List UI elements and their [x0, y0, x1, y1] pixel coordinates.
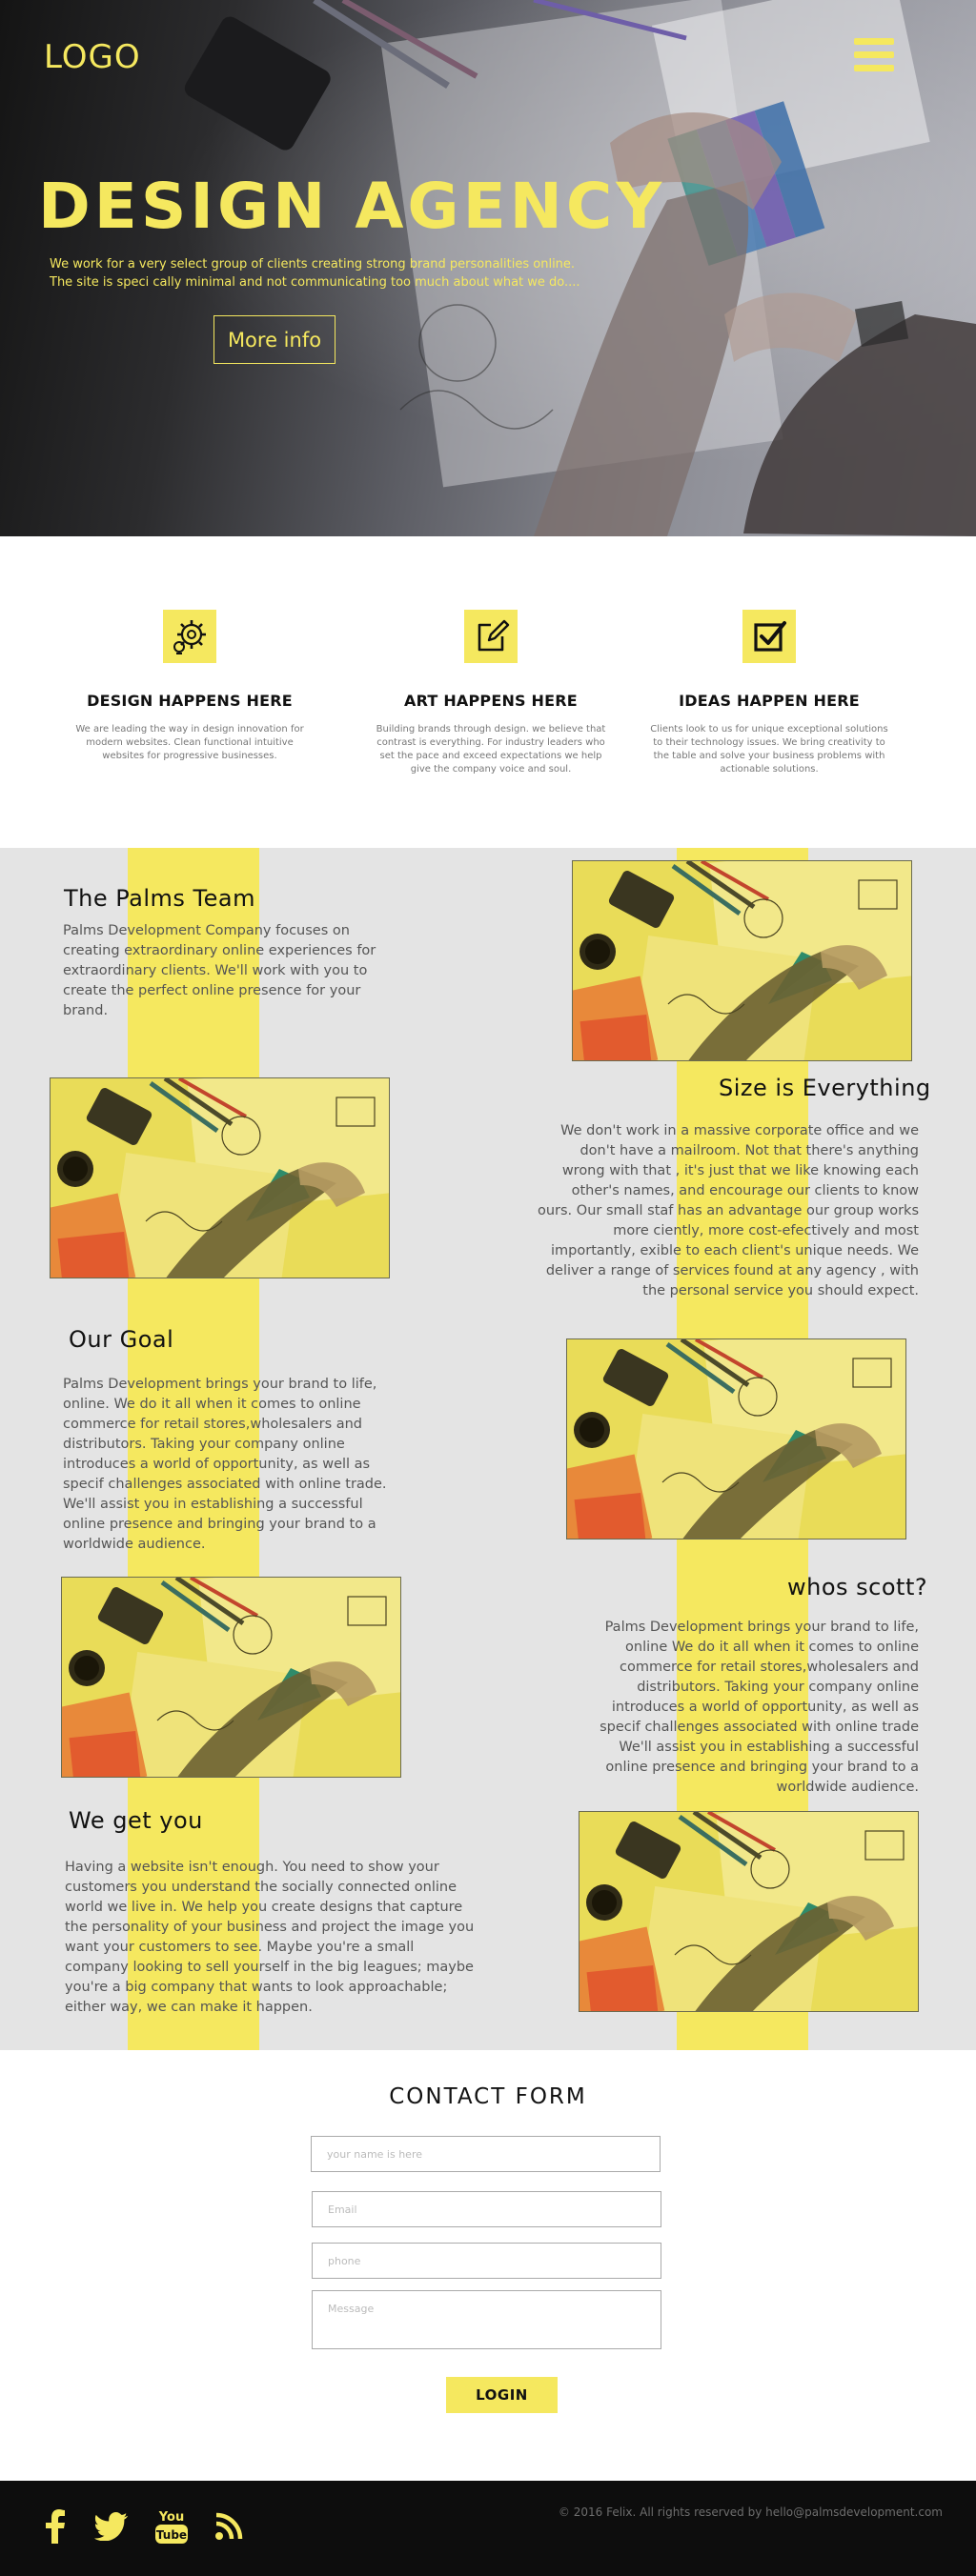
- section-title: Our Goal: [69, 1326, 174, 1353]
- section-text: Palms Development Company focuses on creating extraordinary online experiences for extraordinary clients. We'll work with you to create the perfect online presence for your brand.: [63, 923, 376, 1018]
- login-button[interactable]: LOGIN: [446, 2377, 558, 2413]
- feature-text: Building brands through design. we believe that contrast is everything. For industry leaders who set the pace and exceed expectations we help give the company voice and soul.: [376, 724, 606, 775]
- section-text: Having a website isn't enough. You need to show your customers you understand the socially connected online world we live in. We help you create designs that capture the personality of your business and project the image you want your customers to see. Maybe you're a small company looking to sell yourself in the big leagues; maybe you're a big company that wants to look approachable; either way, we can make it happen.: [65, 1860, 475, 2015]
- section-title: Size is Everything: [719, 1075, 931, 1101]
- gear-lightbulb-icon: [163, 610, 216, 663]
- twitter-icon[interactable]: [92, 2507, 133, 2546]
- desk-photo: [50, 1077, 390, 1278]
- hamburger-menu-icon[interactable]: [854, 38, 894, 72]
- content-section: [0, 848, 976, 2050]
- desk-photo: [61, 1577, 401, 1778]
- section-title: We get you: [69, 1807, 203, 1834]
- section-title: whos scott?: [787, 1574, 928, 1600]
- section-text: Palms Development brings your brand to life, online. We do it all when it comes to online commerce for retail stores,wholesalers and distributors. Taking your company online introduces a world of opportunity, as well as specif challenges associated with online trade. We'll assist you in establishing a successful online presence and bringing your brand to a worldwide audience.: [63, 1377, 387, 1552]
- message-input[interactable]: [312, 2290, 661, 2349]
- footer: [0, 2481, 976, 2576]
- section-text: We don't work in a massive corporate office and we don't have a mailroom. Not that there's anything wrong with that , it's just that we like knowing each other's names, and encourage our clients to know ours. Our small staf has an advantage our group works more ciently, more cost-efectively and most importantly, exible to each client's unique needs. We deliver a range of services found at any agency , with the personal service you should expect.: [537, 1123, 919, 1298]
- hero-title: DESIGN AGENCY: [38, 170, 666, 243]
- hero-banner: [0, 0, 976, 536]
- name-input[interactable]: [311, 2136, 661, 2172]
- feature-text: We are leading the way in design innovation for modern websites. Clean functional intuitive websites for progressive businesses.: [75, 724, 304, 761]
- contact-form-title: CONTACT FORM: [389, 2084, 587, 2109]
- edit-note-icon: [464, 610, 518, 663]
- more-info-button[interactable]: More info: [214, 315, 336, 364]
- logo[interactable]: LOGO: [44, 38, 141, 76]
- feature-ideas: [640, 610, 898, 776]
- copyright-text: © 2016 Felix. All rights reserved by hello@palmsdevelopment.com: [558, 2506, 943, 2519]
- checkbox-icon: [742, 610, 796, 663]
- youtube-icon[interactable]: [151, 2507, 193, 2546]
- section-title: The Palms Team: [64, 885, 255, 912]
- desk-photo: [572, 860, 912, 1061]
- feature-title: IDEAS HAPPEN HERE: [679, 692, 860, 710]
- youtube-you-text: You: [158, 2510, 185, 2525]
- rss-icon[interactable]: [208, 2507, 250, 2546]
- section-text: Palms Development brings your brand to life, online We do it all when it comes to online commerce for retail stores,wholesalers and distributors. Taking your company online introduces a world of opportunity, as well as specif challenges associated with online trade We'll assist you in establishing a successful online presence and bringing your brand to a worldwide audience.: [600, 1620, 919, 1795]
- feature-art: [362, 610, 620, 776]
- hero-subtitle-line: We work for a very select group of clients creating strong brand personalities online.: [50, 257, 576, 272]
- hero-subtitle: [50, 255, 583, 292]
- youtube-tube-text: Tube: [155, 2528, 188, 2542]
- feature-design: [61, 610, 318, 763]
- hero-subtitle-line: The site is speci cally minimal and not communicating too much about what we do....: [50, 275, 580, 290]
- phone-input[interactable]: [312, 2243, 661, 2279]
- desk-photo: [566, 1338, 906, 1540]
- feature-title: DESIGN HAPPENS HERE: [87, 692, 293, 710]
- desk-photo: [579, 1811, 919, 2012]
- feature-text: Clients look to us for unique exceptional solutions to their technology issues. We bring creativity to the table and solve your business problems with actionable solutions.: [650, 724, 888, 775]
- email-input[interactable]: [312, 2191, 661, 2227]
- feature-title: ART HAPPENS HERE: [404, 692, 578, 710]
- facebook-icon[interactable]: [34, 2507, 76, 2546]
